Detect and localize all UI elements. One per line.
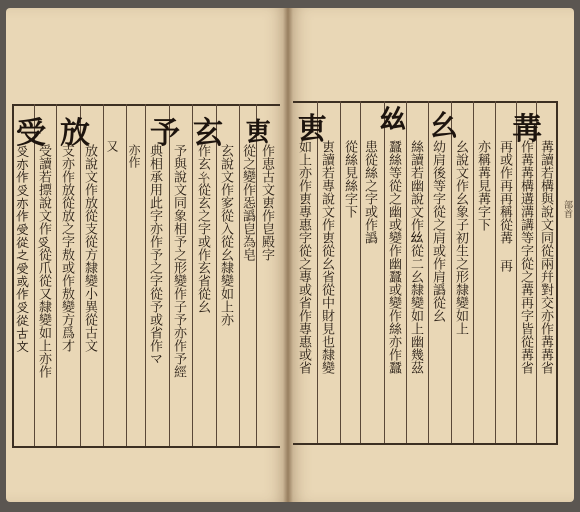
text-column: 亦稱冓見冓字下 — [475, 140, 490, 231]
text-column: 幺說文作幺象子初生之形隸變如上 — [453, 140, 468, 335]
column-rule — [169, 104, 170, 446]
column-rule — [406, 101, 407, 443]
margin-tab: 部首 — [562, 200, 572, 218]
column-rule — [256, 104, 257, 446]
text-column: 患從絲之字或作譌 — [362, 140, 377, 244]
column-rule — [384, 101, 385, 443]
text-column: 予與說文同象相予之形變作子予亦作予經 — [171, 144, 186, 378]
column-rule — [192, 104, 193, 446]
text-column: 再或作再再稱從冓 再 — [497, 140, 512, 272]
column-rule — [145, 104, 146, 446]
column-rule — [451, 101, 452, 443]
column-rule — [428, 101, 429, 443]
column-rule — [80, 104, 81, 446]
text-column: 作冓冓構遘溝講等字從之冓再字皆從冓省 — [518, 140, 533, 374]
text-column: 作恵古文叀作皀殿字 — [259, 144, 274, 261]
seal-heading-zhuan: 叀 — [297, 112, 327, 147]
text-column: 放說文作放從支從方隸變小異從古文 — [82, 144, 97, 352]
column-rule — [103, 104, 104, 446]
seal-heading-you: 𢆶 — [380, 105, 407, 135]
column-rule — [360, 101, 361, 443]
text-column: 如上亦作叀專惠字從之專或省作專惠或省 — [296, 140, 311, 374]
text-column: 支亦作放從放之字敖或作敖變方爲才 — [59, 144, 74, 352]
seal-heading-hui: 叀 — [245, 118, 272, 148]
column-rule — [317, 101, 318, 443]
text-column: 冓讀若構與說文同從兩幷對交亦作冓冓省 — [538, 140, 553, 374]
seal-heading-gou: 冓 — [512, 112, 542, 147]
text-column: 典相承用此字亦作予之字從予或省作マ — [147, 144, 162, 365]
text-column: 蠶絲等從之幽或變作幽蠶或變作絲亦作蠶 — [386, 140, 401, 374]
seal-heading-yao: 幺 — [430, 109, 459, 142]
text-column: 作玄𢆯從玄之字或作玄省從幺 — [195, 144, 210, 313]
column-rule — [56, 104, 57, 446]
seal-heading-biao: 受 — [16, 116, 46, 151]
text-column: 玄說文作㝖從入從幺隸變如上亦 — [218, 144, 233, 326]
text-column: 𠬪亦作𠬪亦作受從之受或作𠬪從古文 — [15, 144, 30, 352]
text-column: 幼肩後等字從之肩或作肩譌從幺 — [430, 140, 445, 322]
text-column: 絲讀若幽說文作𢆶從二幺隸變如上幽幾茲 — [408, 140, 423, 374]
column-rule — [516, 101, 517, 443]
text-column: 從之變作㤅譌皀為皂 — [240, 144, 255, 261]
seal-heading-fang: 放 — [60, 116, 90, 151]
column-rule — [495, 101, 496, 443]
section-mark: 又 — [105, 140, 119, 152]
side-note: 亦作 — [127, 144, 141, 168]
text-column: 受讀若摽說文作𠬪從爪從又隸變如上亦作 — [36, 144, 51, 378]
seal-heading-xuan: 玄 — [193, 116, 223, 151]
column-rule — [340, 101, 341, 443]
column-rule — [473, 101, 474, 443]
text-column: 從絲見絲字下 — [342, 140, 357, 218]
column-rule — [216, 104, 217, 446]
column-rule — [536, 101, 537, 443]
book-gutter — [283, 8, 293, 502]
seal-heading-yu: 予 — [150, 116, 180, 151]
column-rule — [34, 104, 35, 446]
text-column: 叀讀若專說文作叀從幺省從中財見也隸變 — [319, 140, 334, 374]
